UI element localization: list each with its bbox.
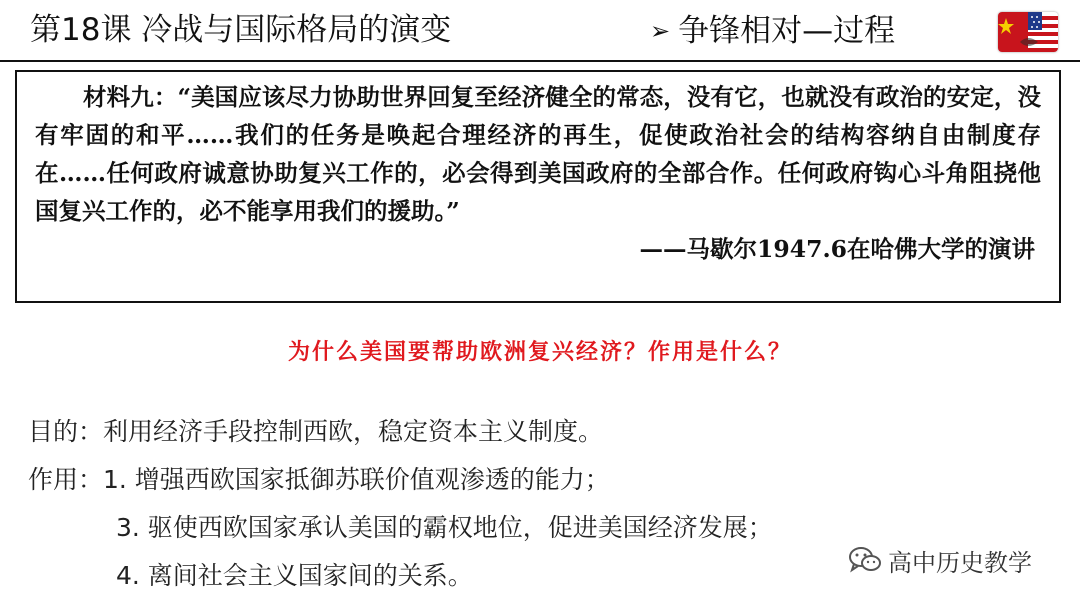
answer-effect-1: 作用：1. 增强西欧国家抵御苏联价值观渗透的能力； bbox=[28, 465, 610, 494]
arrow-bullet-icon: ➢ bbox=[650, 17, 671, 45]
lesson-title: 第18课 冷战与国际格局的演变 bbox=[30, 12, 452, 48]
answer-purpose: 目的：利用经济手段控制西欧，稳定资本主义制度。 bbox=[28, 417, 604, 446]
flags-emblem-icon bbox=[998, 12, 1058, 52]
answer-effect-4: 4. 离间社会主义国家间的关系。 bbox=[116, 561, 473, 590]
question-prompt: 为什么美国要帮助欧洲复兴经济？作用是什么？ bbox=[287, 339, 792, 365]
header-divider bbox=[0, 60, 1080, 62]
wechat-icon bbox=[848, 546, 882, 574]
slide-header bbox=[0, 0, 1080, 62]
answer-effect-3: 3. 驱使西欧国家承认美国的霸权地位，促进美国经济发展； bbox=[116, 513, 773, 542]
section-title bbox=[650, 10, 895, 52]
material-quote-text: 材料九：“美国应该尽力协助世界回复至经济健全的常态，没有它，也就没有政治的安定，没有牢固的和平……我们的任务是唤起合理经济的再生，促使政治社会的结构容纳自由制度存在……任何政府诚意协助复兴工作的，必会得到美国政府的全部合作。任何政府钩心斗角阻挠他国复兴工作的，必不能享用我们的援助。” bbox=[35, 83, 1041, 225]
watermark bbox=[848, 542, 1032, 578]
watermark-text: 高中历史教学 bbox=[888, 548, 1032, 577]
section-title-text: 争锋相对—过程 bbox=[678, 13, 896, 49]
material-quote-source: ——马歇尔1947.6在哈佛大学的演讲 bbox=[639, 235, 1035, 263]
material-quote-box bbox=[15, 70, 1061, 303]
